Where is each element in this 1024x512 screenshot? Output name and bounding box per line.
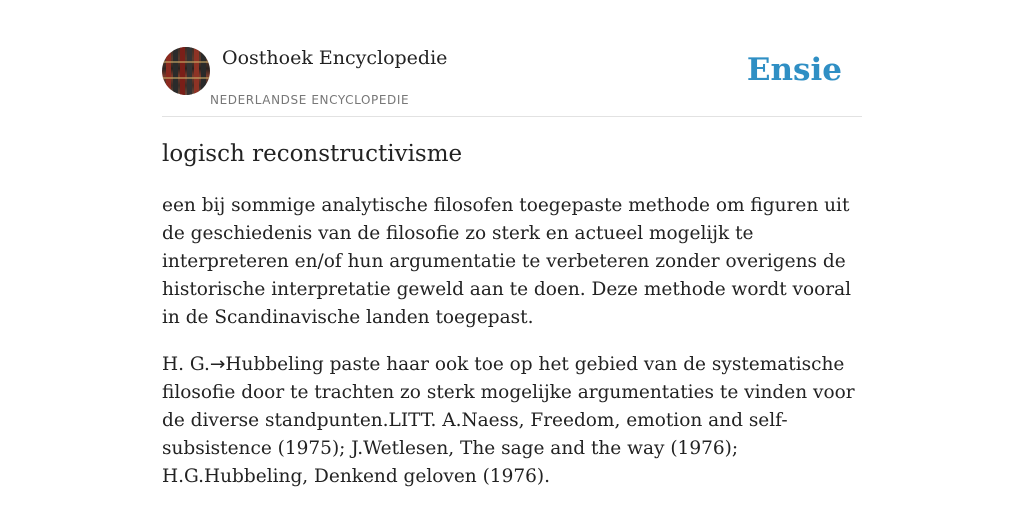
cross-reference-arrow-icon: → xyxy=(209,354,226,375)
paragraph-2-prefix: H. G. xyxy=(162,354,210,375)
article-paragraph-2 xyxy=(162,351,862,491)
article-paragraph-1: een bij sommige analytische filosofen toegepaste methode om figuren uit de geschiedenis van de filosofie zo sterk en actueel mogelijk te interpreteren en/of hun argumentatie te verbeteren zonder overigens de historische interpretatie geweld aan te doen. Deze methode wordt vooral in de Scandinavische landen toegepast. xyxy=(162,195,852,328)
encyclopedia-books-avatar-icon[interactable] xyxy=(162,47,210,95)
site-subtitle: NEDERLANDSE ENCYCLOPEDIE xyxy=(210,93,410,107)
brand-logo-link[interactable]: Ensie xyxy=(746,52,842,88)
site-name-link[interactable]: Oosthoek Encyclopedie xyxy=(222,47,448,69)
cross-reference-link[interactable]: Hubbeling paste haar ook toe op het gebied van de systematische filosofie door te trachten zo sterk mogelijke argumentaties te vinden voor de diverse standpunten.LITT. A.Naess, Freedom, emotion and self-subsistence (1975); J.Wetlesen, The sage and the way (1976); H.G.Hubbeling, Denkend geloven (1976). xyxy=(162,354,855,487)
site-header xyxy=(162,46,862,117)
page-title: logisch reconstructivisme xyxy=(162,141,463,167)
